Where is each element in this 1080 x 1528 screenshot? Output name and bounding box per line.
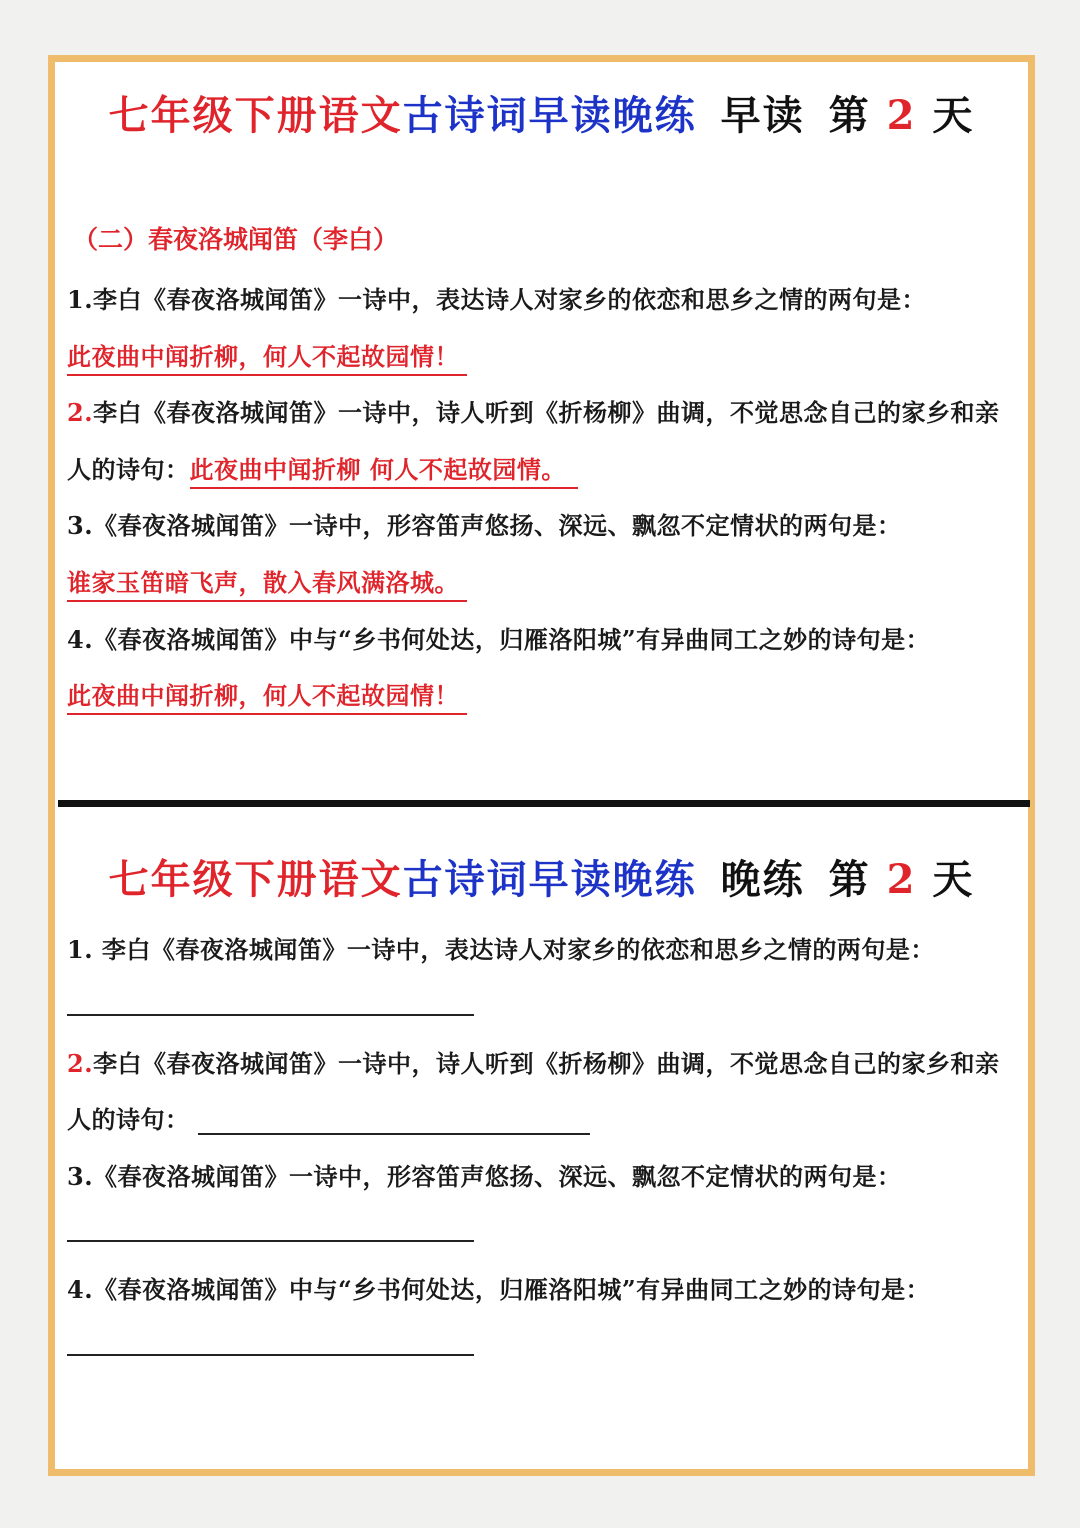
morning-a4-row (67, 676, 1020, 715)
morning-title (55, 84, 1028, 141)
morning-a3: 谁家玉笛暗飞声，散入春风满洛城。 (67, 563, 467, 602)
morning-a4: 此夜曲中闻折柳，何人不起故园情！ (67, 676, 467, 715)
morning-a3-row (67, 563, 1020, 602)
evening-a3-blank[interactable] (67, 1240, 474, 1242)
evening-title-red: 七年级下册语文 (108, 856, 403, 903)
evening-title-day-prefix: 第 (828, 856, 871, 903)
morning-q3: 3.《春夜洛城闻笛》一诗中，形容笛声悠扬、深远、飘忽不定情状的两句是： (67, 511, 902, 540)
morning-a1: 此夜曲中闻折柳，何人不起故园情！ (67, 337, 467, 376)
evening-a2-blank[interactable] (198, 1109, 590, 1135)
evening-title (55, 848, 1028, 905)
evening-q1: 1. 李白《春夜洛城闻笛》一诗中，表达诗人对家乡的依恋和思乡之情的两句是： (67, 935, 935, 964)
section-divider (58, 800, 1030, 807)
morning-title-mode: 早读 (720, 92, 805, 139)
morning-q4: 4.《春夜洛城闻笛》中与“乡书何处达，归雁洛阳城”有异曲同工之妙的诗句是： (67, 625, 931, 654)
evening-q2-num: 2. (67, 1049, 94, 1078)
evening-q2-line1 (67, 1044, 1020, 1079)
morning-q2-line1 (67, 393, 1020, 428)
morning-q2-line2 (67, 450, 1020, 489)
morning-q1: 1.李白《春夜洛城闻笛》一诗中，表达诗人对家乡的依恋和思乡之情的两句是： (67, 285, 927, 314)
morning-title-red: 七年级下册语文 (108, 92, 403, 139)
evening-title-day-suffix: 天 (932, 856, 975, 903)
morning-q2-tail: 人的诗句： (67, 455, 190, 484)
evening-a1-blank[interactable] (67, 1014, 474, 1016)
morning-title-day-suffix: 天 (932, 92, 975, 139)
evening-title-day-num: 2 (886, 856, 917, 903)
worksheet-frame (48, 55, 1035, 1476)
morning-a2: 此夜曲中闻折柳 何人不起故园情。 (190, 450, 578, 489)
evening-q3: 3.《春夜洛城闻笛》一诗中，形容笛声悠扬、深远、飘忽不定情状的两句是： (67, 1162, 902, 1191)
morning-q2-text: 李白《春夜洛城闻笛》一诗中，诗人听到《折杨柳》曲调，不觉思念自己的家乡和亲 (93, 398, 1000, 427)
section-heading: （二）春夜洛城闻笛（李白） (73, 225, 399, 254)
evening-title-mode: 晚练 (720, 856, 805, 903)
morning-q2-num: 2. (67, 398, 94, 427)
evening-a4-blank[interactable] (67, 1354, 474, 1356)
morning-title-day-prefix: 第 (828, 92, 871, 139)
morning-a1-row (67, 337, 1020, 376)
morning-title-day-num: 2 (886, 92, 917, 139)
evening-q2-text: 李白《春夜洛城闻笛》一诗中，诗人听到《折杨柳》曲调，不觉思念自己的家乡和亲 (93, 1049, 1000, 1078)
morning-title-blue: 古诗词早读晚练 (402, 92, 697, 139)
evening-q2-line2 (67, 1100, 1020, 1135)
evening-q2-tail: 人的诗句： (67, 1105, 190, 1134)
evening-q4: 4.《春夜洛城闻笛》中与“乡书何处达，归雁洛阳城”有异曲同工之妙的诗句是： (67, 1275, 931, 1304)
evening-title-blue: 古诗词早读晚练 (402, 856, 697, 903)
